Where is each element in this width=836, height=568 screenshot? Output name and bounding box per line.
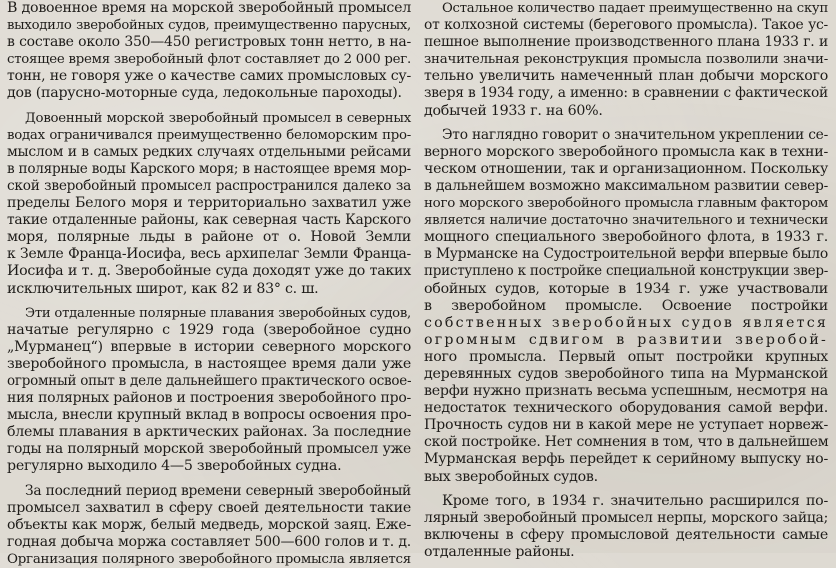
text-line: мощного специального зверобойного флота, в 1933 г. <box>424 229 828 246</box>
text-line: является наличие достаточно значительного и технически <box>424 213 828 229</box>
text-line: значительная реконструкция промысла позволили значи- <box>424 52 828 68</box>
text-line: начатые регулярно с 1929 года (зверобойное судно <box>7 321 411 338</box>
text-line: от колхозной системы (берегового промысла). Такое ус- <box>424 17 828 34</box>
text-line: собственных зверобойных судов является <box>424 314 828 331</box>
text-line: огромный опыт в деле дальнейшего практического освое- <box>7 372 412 389</box>
text-line: промысел захватил в сферу своей деятельности такие <box>7 499 411 516</box>
text-line: мысла, внесли крупный вклад в вопросы освоения про- <box>7 407 412 424</box>
text-line: приступлено к постройке специальной конструкции звер- <box>424 263 829 280</box>
text-line: ской зверобойный промысел распространился далеко за <box>7 177 411 194</box>
text-line: „Мурманец“) впервые в истории северного морского <box>7 338 411 355</box>
text-line: в составе около 350—450 регистровых тонн нетто, в на- <box>7 34 411 51</box>
text-line: блемы плавания в арктических районах. За последние <box>7 424 411 441</box>
text-line: ного морского зверобойного промысла главным фактором <box>424 196 828 212</box>
text-line: тельно увеличить намеченный план добычи морского <box>424 68 828 85</box>
text-line: мыслом и в самых редких случаях отдельными рейсами <box>7 143 411 160</box>
text-line: ного промысла. Первый опыт постройки крупных <box>424 348 828 365</box>
text-line: За последний период времени северный зверобойный <box>25 482 411 499</box>
text-line: в дальнейшем возможно максимальном развитии север- <box>424 177 828 194</box>
text-line: лярный зверобойный промысел нерпы, морского зайца; <box>424 509 828 526</box>
text-line: вых зверобойных судов. <box>424 468 598 485</box>
text-line: исключительных широт, как 82 и 83° с. ш. <box>7 280 319 297</box>
text-line: к Земле Франца-Иосифа, весь архипелаг Земли Франца- <box>7 246 411 263</box>
text-line: Это наглядно говорит о значительном укреплении се- <box>442 126 828 143</box>
text-line: в зверобойном промысле. Освоение постройки <box>424 297 828 314</box>
text-line: верфи нужно признать весьма успешным, несмотря на <box>424 383 828 400</box>
text-line: верного морского зверобойного промысла как в техни- <box>424 143 828 160</box>
text-line: добычей 1933 г. на 60%. <box>424 102 603 119</box>
text-line: ской постройке. Нет сомнения в том, что в дальнейшем <box>424 434 829 451</box>
text-line: деревянных судов зверобойного типа на Мурманской <box>424 365 828 382</box>
text-line: пешное выполнение производственного плана 1933 г. и <box>424 34 828 51</box>
text-line: такие отдаленные районы, как северная часть Карского <box>7 212 411 229</box>
text-line: регулярно выходило 4—5 зверобойных судна. <box>7 458 342 475</box>
text-line: Организация полярного зверобойного промысла является <box>7 551 411 567</box>
text-line: годы на полярный морской зверобойный промысел уже <box>7 441 411 458</box>
text-line: Довоенный морской зверобойный промысел в северных <box>25 110 411 126</box>
text-line: недостаток технического оборудования самой верфи. <box>424 400 828 417</box>
text-line: пределы Белого моря и территориально захватил уже <box>7 195 411 212</box>
text-line: годная добыча моржа составляет 500—600 голов и т. д. <box>7 533 411 550</box>
text-line: тонн, не говоря уже о качестве самих промысловых су- <box>7 68 411 85</box>
text-line: Эти отдаленные полярные плавания зверобойных судов, <box>25 305 411 321</box>
text-line: моря, полярные льды в районе от о. Новой Земли <box>7 229 411 246</box>
text-line: Остальное количество падает преимущественно на скуп <box>442 1 828 16</box>
text-line: в полярные воды Карского моря; в настоящее время мор- <box>7 160 411 177</box>
right-text-column <box>424 0 829 560</box>
text-line: стоящее время зверобойный флот составляет до 2 000 рег. <box>7 52 411 68</box>
text-line: обойных судов, которые в 1934 г. уже участвовали <box>424 280 828 297</box>
text-line: В довоенное время на морской зверобойный промысел <box>7 0 411 16</box>
text-line: Иосифа и т. д. Зверобойные суда доходят уже до таких <box>7 263 411 280</box>
text-line: включены в сферу промысловой деятельности самые <box>424 526 828 543</box>
text-line: отдаленные районы. <box>424 543 575 560</box>
text-line: ческом отношении, так и организационном. Поскольку <box>424 160 828 177</box>
text-line: объекты как морж, белый медведь, морской заяц. Еже- <box>7 516 411 533</box>
text-line: Мурманская верфь перейдет к серийному выпуску но- <box>424 451 828 468</box>
text-line: Кроме того, в 1934 г. значительно расширился по- <box>442 492 828 509</box>
text-line: ния полярных районов и построения зверобойного про- <box>7 390 411 407</box>
text-line: огромным сдвигом в развитии зверобой- <box>424 331 828 348</box>
text-line: водах ограничивался преимущественно беломорским про- <box>7 127 411 143</box>
text-line: выходило зверобойных судов, преимущественно парусных, <box>7 18 411 34</box>
text-line: зверобойного промысла, в настоящее время дали уже <box>7 355 411 372</box>
left-text-column <box>7 0 412 567</box>
text-line: дов (парусно-моторные суда, ледокольные пароходы). <box>7 85 402 102</box>
text-line: зверя в 1934 году, а именно: в сравнении с фактической <box>424 85 828 102</box>
text-line: в Мурманске на Судостроительной верфи впервые было <box>424 246 828 263</box>
text-line: Прочность судов ни в какой мере не уступает норвеж- <box>424 417 828 434</box>
